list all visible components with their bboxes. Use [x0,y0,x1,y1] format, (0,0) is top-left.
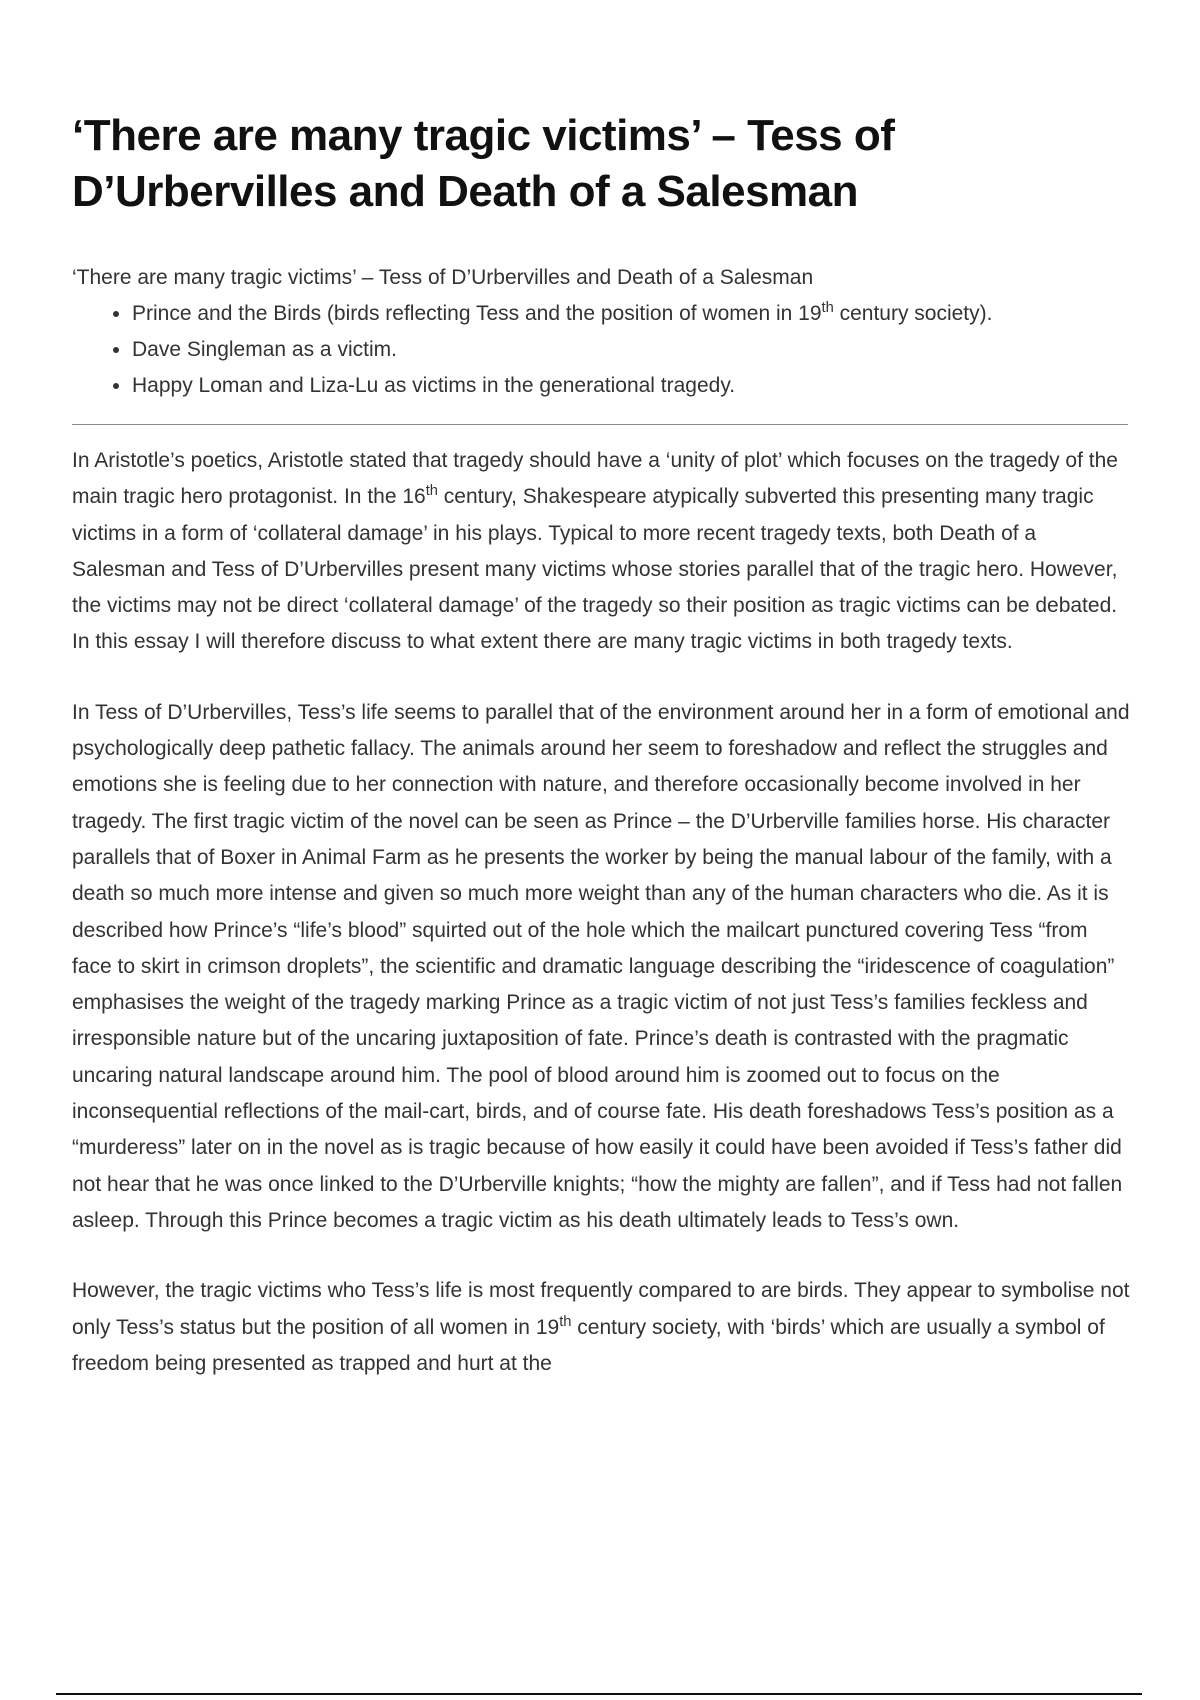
document-page [72,108,1132,1382]
bullet-item: • Prince and the Birds (birds reflecting Tess and the position of women in 19th century society). [132,296,1132,332]
document-subtitle: ‘There are many tragic victims’ – Tess of D’Urbervilles and Death of a Salesman [72,266,814,289]
essay-paragraph-prince: In Tess of D’Urbervilles, Tess’s life seems to parallel that of the environment around her in a form of emotional and psychologically deep pathetic fallacy. The animals around her seem to foreshadow and reflect the struggles and emotions she is feeling due to her connection with nature, and therefore occasionally become involved in her tragedy. The first tragic victim of the novel can be seen as Prince – the D’Urberville families horse. His character parallels that of Boxer in Animal Farm as he presents the worker by being the manual labour of the family, with a death so much more intense and given so much more weight than any of the human characters who die. As it is described how Prince’s “life’s blood” squirted out of the hole which the mailcart punctured covering Tess “from face to skirt in crimson droplets”, the scientific and dramatic language describing the “iridescence of coagulation” emphasises the weight of the tragedy marking Prince as a tragic victim of not just Tess’s families feckless and irresponsible nature but of the uncaring juxtaposition of fate. Prince’s death is contrasted with the pragmatic uncaring natural landscape around him. The pool of blood around him is zoomed out to focus on the inconsequential reflections of the mail-cart, birds, and of course fate. His death foreshadows Tess’s position as a “murderess” later on in the novel as is tragic because of how easily it could have been avoided if Tess’s father did not hear that he was once linked to the D’Urberville knights; “how the mighty are fallen”, and if Tess had not fallen asleep. Through this Prince becomes a tragic victim as his death ultimately leads to Tess’s own. [72,700,1130,1232]
essay-paragraph-intro: In Aristotle’s poetics, Aristotle stated that tragedy should have a ‘unity of plot’ which focuses on the tragedy of the main tragic hero protagonist. In the 16th century, Shakespeare atypically subverted this presenting many tragic victims in a form of ‘collateral damage’ in his plays. Typical to more recent tragedy texts, both Death of a Salesman and Tess of D’Urbervilles present many victims whose stories parallel that of the tragic hero. However, the victims may not be direct ‘collateral damage’ of the tragedy so their position as tragic victims can be debated. In this essay I will therefore discuss to what extent there are many tragic victims in both tragedy texts. [72,449,1118,654]
bullet-item: • Dave Singleman as a victim. [132,332,1132,368]
page-bottom-rule [56,1693,1142,1695]
essay-paragraph-birds: However, the tragic victims who Tess’s life is most frequently compared to are birds. They appear to symbolise not only Tess’s status but the position of all women in 19th century society, with ‘birds’ which are usually a symbol of freedom being presented as trapped and hurt at the [72,1279,1130,1375]
summary-bullet-list [72,296,1132,404]
document-title: ‘There are many tragic victims’ – Tess of D’Urbervilles and Death of a Salesman [72,111,895,216]
bullet-item: • Happy Loman and Liza-Lu as victims in the generational tragedy. [132,368,1132,404]
section-divider [72,424,1128,425]
